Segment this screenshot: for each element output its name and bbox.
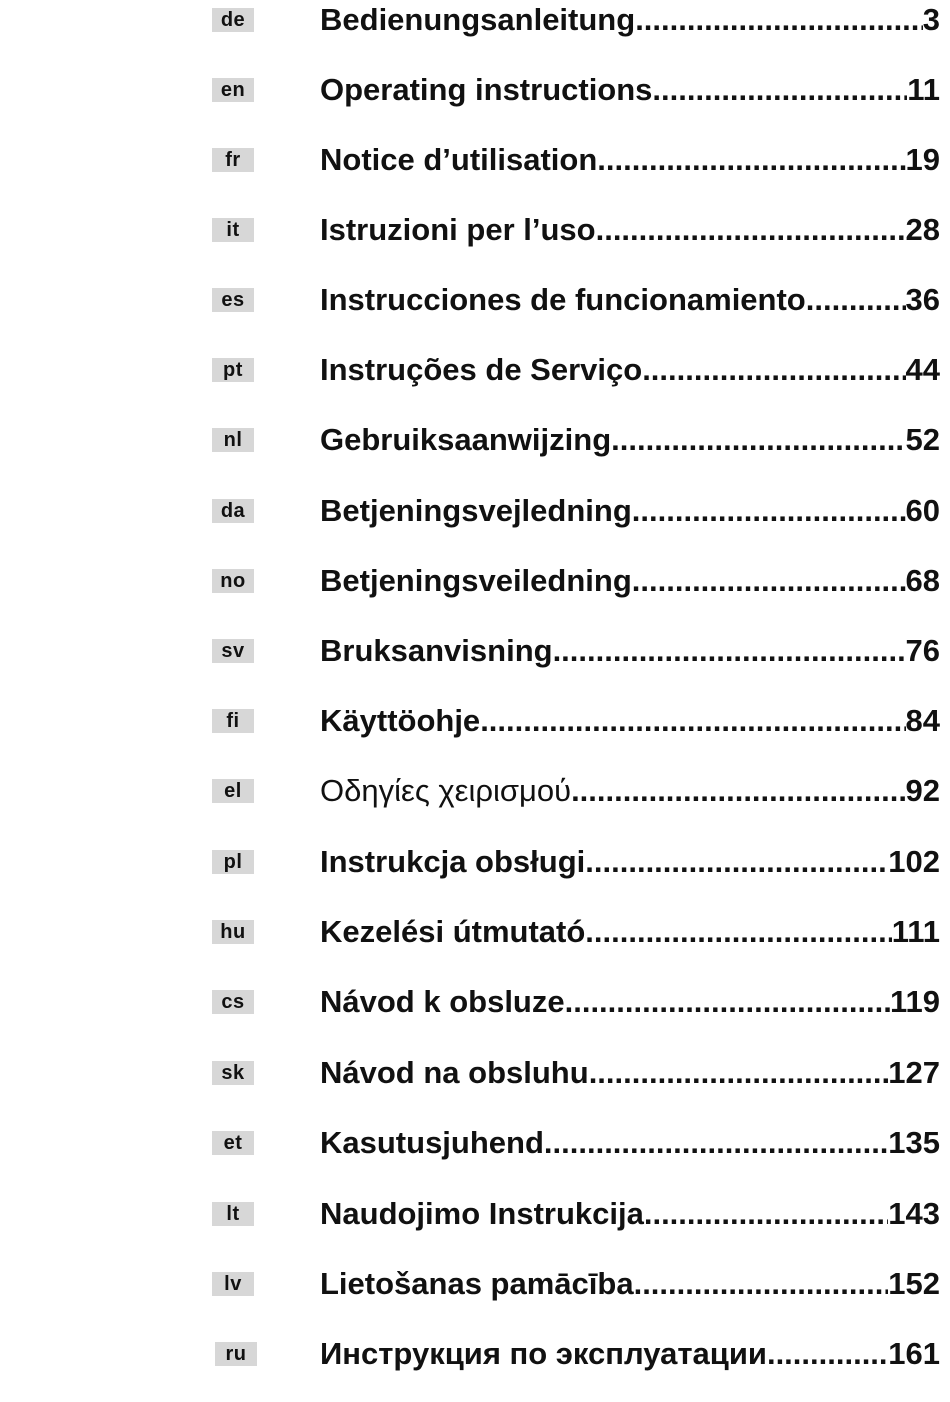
page-number: 19 [905, 142, 940, 177]
leader-dots [480, 701, 905, 741]
page-number: 152 [888, 1266, 940, 1301]
page-number: 76 [905, 633, 940, 668]
toc-title: Οδηγίες χειρισμού [320, 773, 572, 808]
page-number: 102 [888, 844, 940, 879]
toc-title: Instrucciones de funcionamiento [320, 282, 806, 317]
toc-title: Betjeningsveiledning [320, 563, 632, 598]
page-number: 60 [905, 493, 940, 528]
toc-row-es [0, 280, 950, 320]
toc-entry [320, 912, 940, 952]
leader-dots [806, 280, 906, 320]
page-number: 68 [905, 563, 940, 598]
toc-row-da [0, 491, 950, 531]
toc-row-cs [0, 982, 950, 1022]
toc-row-lt [0, 1194, 950, 1234]
toc-row-it [0, 210, 950, 250]
page-number: 111 [891, 914, 940, 949]
toc-entry [320, 1334, 940, 1374]
toc-entry [320, 631, 940, 671]
leader-dots [565, 982, 890, 1022]
toc-row-ru [0, 1334, 950, 1374]
toc-entry [320, 701, 940, 741]
toc-title: Bedienungsanleitung [320, 2, 636, 37]
toc-row-el [0, 771, 950, 811]
toc-entry [320, 771, 940, 811]
toc-title: Instrukcja obsługi [320, 844, 586, 879]
language-badge: it [212, 218, 254, 242]
toc-entry [320, 350, 940, 390]
page-number: 84 [905, 703, 940, 738]
toc-row-nl [0, 420, 950, 460]
language-badge: el [212, 779, 254, 803]
language-badge: ru [215, 1342, 257, 1366]
toc-title: Notice d’utilisation [320, 142, 598, 177]
toc-entry [320, 0, 940, 40]
leader-dots [544, 1123, 888, 1163]
toc-row-en [0, 70, 950, 110]
leader-dots [652, 70, 907, 110]
toc-entry [320, 280, 940, 320]
leader-dots [767, 1334, 888, 1374]
toc-title: Betjeningsvejledning [320, 493, 632, 528]
page-number: 161 [888, 1336, 940, 1371]
language-badge: sv [212, 639, 254, 663]
toc-entry [320, 1123, 940, 1163]
language-badge: sk [212, 1061, 254, 1085]
leader-dots [589, 1053, 889, 1093]
toc-entry [320, 491, 940, 531]
page-number: 143 [888, 1196, 940, 1231]
toc-title: Návod na obsluhu [320, 1055, 589, 1090]
language-badge: lv [212, 1272, 254, 1296]
leader-dots [571, 771, 905, 811]
toc-entry [320, 1053, 940, 1093]
leader-dots [644, 1194, 888, 1234]
toc-title: Návod k obsluze [320, 984, 565, 1019]
toc-title: Kezelési útmutató [320, 914, 586, 949]
toc-entry [320, 561, 940, 601]
language-badge: pt [212, 358, 254, 382]
page-number: 44 [905, 352, 940, 387]
leader-dots [553, 631, 906, 671]
toc-entry [320, 70, 940, 110]
language-badge: de [212, 8, 254, 32]
language-badge: cs [212, 990, 254, 1014]
language-badge: fr [212, 148, 254, 172]
toc-entry [320, 140, 940, 180]
page-number: 11 [907, 72, 940, 107]
toc-entry [320, 1194, 940, 1234]
toc-row-lv [0, 1264, 950, 1304]
toc-title: Bruksanvisning [320, 633, 553, 668]
toc-entry [320, 1264, 940, 1304]
toc-title: Gebruiksaanwijzing [320, 422, 612, 457]
language-badge: es [212, 288, 254, 312]
language-badge: no [212, 569, 254, 593]
page-number: 127 [888, 1055, 940, 1090]
leader-dots [635, 0, 923, 40]
toc-row-fi [0, 701, 950, 741]
leader-dots [596, 210, 906, 250]
leader-dots [634, 1264, 889, 1304]
toc-entry [320, 420, 940, 460]
page-number: 135 [888, 1125, 940, 1160]
toc-entry [320, 210, 940, 250]
toc-title: Инструкция по эксплуатации [320, 1336, 767, 1371]
toc-row-de [0, 0, 950, 40]
leader-dots [585, 842, 888, 882]
page-number: 28 [905, 212, 940, 247]
leader-dots [632, 491, 906, 531]
toc-title: Instruções de Serviço [320, 352, 643, 387]
toc-title: Operating instructions [320, 72, 653, 107]
page-number: 119 [889, 984, 940, 1019]
toc-row-sk [0, 1053, 950, 1093]
language-badge: da [212, 499, 254, 523]
toc-title: Istruzioni per l’uso [320, 212, 596, 247]
toc-row-pl [0, 842, 950, 882]
page-number: 92 [905, 773, 940, 808]
language-badge: en [212, 78, 254, 102]
toc-row-pt [0, 350, 950, 390]
language-badge: nl [212, 428, 254, 452]
leader-dots [611, 420, 905, 460]
leader-dots [585, 912, 891, 952]
toc-title: Naudojimo Instrukcija [320, 1196, 644, 1231]
toc-entry [320, 842, 940, 882]
toc-entry [320, 982, 940, 1022]
toc-title: Kasutusjuhend [320, 1125, 544, 1160]
leader-dots [642, 350, 905, 390]
toc-row-no [0, 561, 950, 601]
language-badge: lt [212, 1202, 254, 1226]
toc-row-et [0, 1123, 950, 1163]
page-number: 52 [905, 422, 940, 457]
page-number: 3 [922, 2, 940, 37]
language-badge: pl [212, 850, 254, 874]
toc-title: Käyttöohje [320, 703, 481, 738]
leader-dots [632, 561, 906, 601]
toc-row-fr [0, 140, 950, 180]
toc-row-hu [0, 912, 950, 952]
language-badge: fi [212, 709, 254, 733]
page-number: 36 [905, 282, 940, 317]
toc-title: Lietošanas pamācība [320, 1266, 634, 1301]
toc-row-sv [0, 631, 950, 671]
language-badge: et [212, 1131, 254, 1155]
leader-dots [597, 140, 905, 180]
language-badge: hu [212, 920, 254, 944]
